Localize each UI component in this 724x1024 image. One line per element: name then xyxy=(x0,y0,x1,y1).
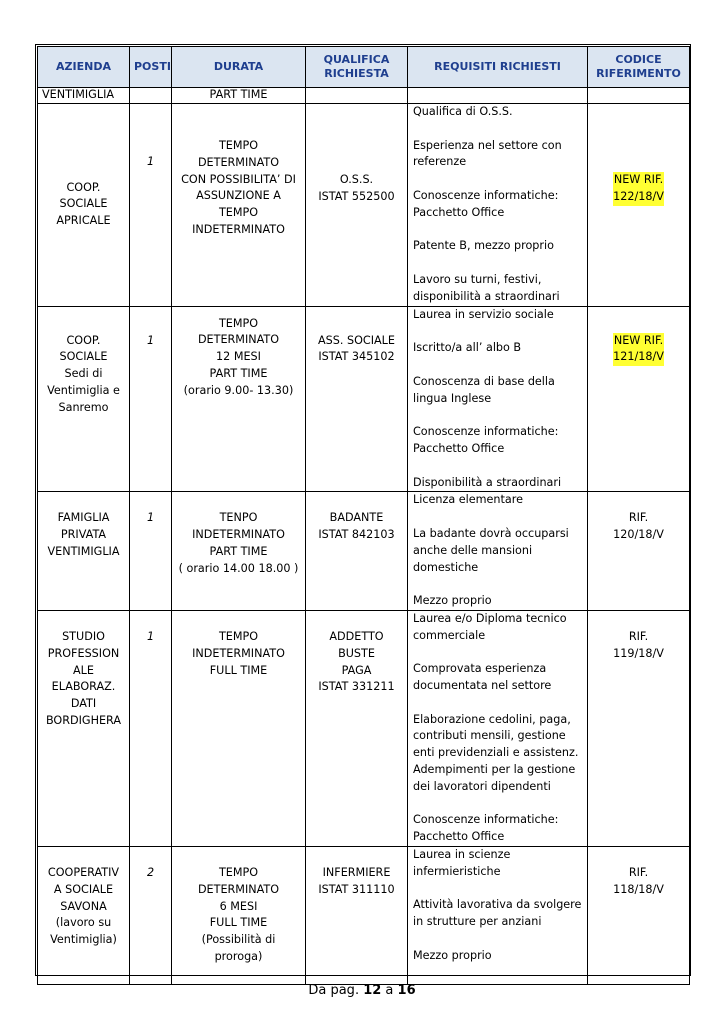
table-row xyxy=(38,492,690,611)
cell-posti: 1 xyxy=(130,492,172,611)
cell-posti: 1 xyxy=(130,610,172,846)
cell-durata: TENPO INDETERMINATO PART TIME ( orario 14.00 18.00 ) xyxy=(172,492,306,611)
cell-qualifica xyxy=(306,88,408,104)
cell-codice xyxy=(588,847,690,985)
cell-requisiti xyxy=(408,104,588,307)
requirement-item: Attività lavorativa da svolgere in strutture per anziani xyxy=(413,898,582,929)
footer-total-pages: 16 xyxy=(397,983,416,998)
cell-durata: TEMPO DETERMINATO 12 MESI PART TIME (orario 9.00- 13.30) xyxy=(172,306,306,492)
cell-posti: 1 xyxy=(130,104,172,307)
requirement-item: Laurea in scienze infermieristiche xyxy=(413,848,511,878)
cell-durata: TEMPO INDETERMINATO FULL TIME xyxy=(172,610,306,846)
header-posti: POSTI xyxy=(130,47,172,88)
requirement-item: Laurea in servizio sociale xyxy=(413,307,554,321)
requirement-item: Qualifica di O.S.S. xyxy=(413,105,513,118)
cell-codice xyxy=(588,88,690,104)
job-offers-table xyxy=(37,46,690,985)
header-durata: DURATA xyxy=(172,47,306,88)
cell-durata: PART TIME xyxy=(172,88,306,104)
cell-durata: TEMPO DETERMINATO CON POSSIBILITA’ DI ASSUNZIONE A TEMPO INDETERMINATO xyxy=(172,104,306,307)
cell-azienda: VENTIMIGLIA xyxy=(38,88,130,104)
cell-requisiti xyxy=(408,492,588,611)
cell-codice xyxy=(588,492,690,611)
requirement-item: Esperienza nel settore con referenze xyxy=(413,138,562,169)
requirement-item: Patente B, mezzo proprio xyxy=(413,239,554,253)
cell-qualifica: O.S.S. ISTAT 552500 xyxy=(306,104,408,307)
cell-codice xyxy=(588,306,690,492)
header-azienda: AZIENDA xyxy=(38,47,130,88)
requirement-item: Elaborazione cedolini, paga, contributi mensili, gestione enti previdenziali e assistenz. Adempimenti per la gestione dei lavoratori dipendenti xyxy=(413,712,579,793)
cell-qualifica: BADANTE ISTAT 842103 xyxy=(306,492,408,611)
cell-codice xyxy=(588,104,690,307)
cell-azienda: COOP. SOCIALE Sedi di Ventimiglia e Sanremo xyxy=(38,306,130,492)
requirement-item: Conoscenza di base della lingua Inglese xyxy=(413,374,555,405)
reference-code: RIF. 119/18/V xyxy=(613,629,664,660)
footer-prefix: Da pag. xyxy=(308,983,364,998)
cell-azienda: FAMIGLIA PRIVATA VENTIMIGLIA xyxy=(38,492,130,611)
table-row xyxy=(38,847,690,985)
header-row xyxy=(38,47,690,88)
page-footer xyxy=(0,983,724,998)
cell-requisiti xyxy=(408,88,588,104)
reference-code: RIF. 120/18/V xyxy=(613,511,664,542)
cell-requisiti xyxy=(408,610,588,846)
cell-posti: 2 xyxy=(130,847,172,985)
requirement-item: Mezzo proprio xyxy=(413,594,492,608)
requirement-item: Conoscenze informatiche: Pacchetto Office xyxy=(413,188,559,219)
requirement-item: Iscritto/a all’ albo B xyxy=(413,341,522,355)
table-row xyxy=(38,306,690,492)
header-codice: CODICE RIFERIMENTO xyxy=(588,47,690,88)
footer-middle: a xyxy=(381,983,398,998)
cell-codice xyxy=(588,610,690,846)
new-reference-code: NEW RIF. 121/18/V xyxy=(613,333,664,367)
cell-requisiti xyxy=(408,306,588,492)
table-row xyxy=(38,104,690,307)
requirement-item: Comprovata esperienza documentata nel settore xyxy=(413,662,552,693)
requirement-item: Mezzo proprio xyxy=(413,948,492,962)
table-row-continuation xyxy=(38,88,690,104)
reference-code: RIF. 118/18/V xyxy=(613,866,664,896)
cell-durata: TEMPO DETERMINATO 6 MESI FULL TIME (Possibilità di proroga) xyxy=(172,847,306,985)
requirement-item: Conoscenze informatiche: Pacchetto Office xyxy=(413,813,559,844)
table-row xyxy=(38,610,690,846)
requirement-item: Licenza elementare xyxy=(413,493,523,507)
cell-posti xyxy=(130,88,172,104)
cell-qualifica: ASS. SOCIALE ISTAT 345102 xyxy=(306,306,408,492)
requirement-item: Laurea e/o Diploma tecnico commerciale xyxy=(413,611,567,642)
requirement-item: Disponibilità a straordinari xyxy=(413,475,562,489)
cell-azienda: COOP. SOCIALE APRICALE xyxy=(38,104,130,307)
requirement-item: La badante dovrà occuparsi anche delle mansioni domestiche xyxy=(413,526,569,574)
cell-qualifica: ADDETTO BUSTE PAGA ISTAT 331211 xyxy=(306,610,408,846)
cell-azienda: STUDIO PROFESSION ALE ELABORAZ. DATI BORDIGHERA xyxy=(38,610,130,846)
requirement-item: Lavoro su turni, festivi, disponibilità a straordinari xyxy=(413,272,560,303)
cell-qualifica: INFERMIERE ISTAT 311110 xyxy=(306,847,408,985)
cell-requisiti xyxy=(408,847,588,985)
header-requisiti: REQUISITI RICHIESTI xyxy=(408,47,588,88)
cell-azienda: COOPERATIV A SOCIALE SAVONA (lavoro su Ventimiglia) xyxy=(38,847,130,985)
cell-posti: 1 xyxy=(130,306,172,492)
requirement-item: Conoscenze informatiche: Pacchetto Office xyxy=(413,425,559,455)
footer-page-number: 12 xyxy=(363,983,382,998)
header-qualifica: QUALIFICA RICHIESTA xyxy=(306,47,408,88)
new-reference-code: NEW RIF. 122/18/V xyxy=(613,172,664,206)
